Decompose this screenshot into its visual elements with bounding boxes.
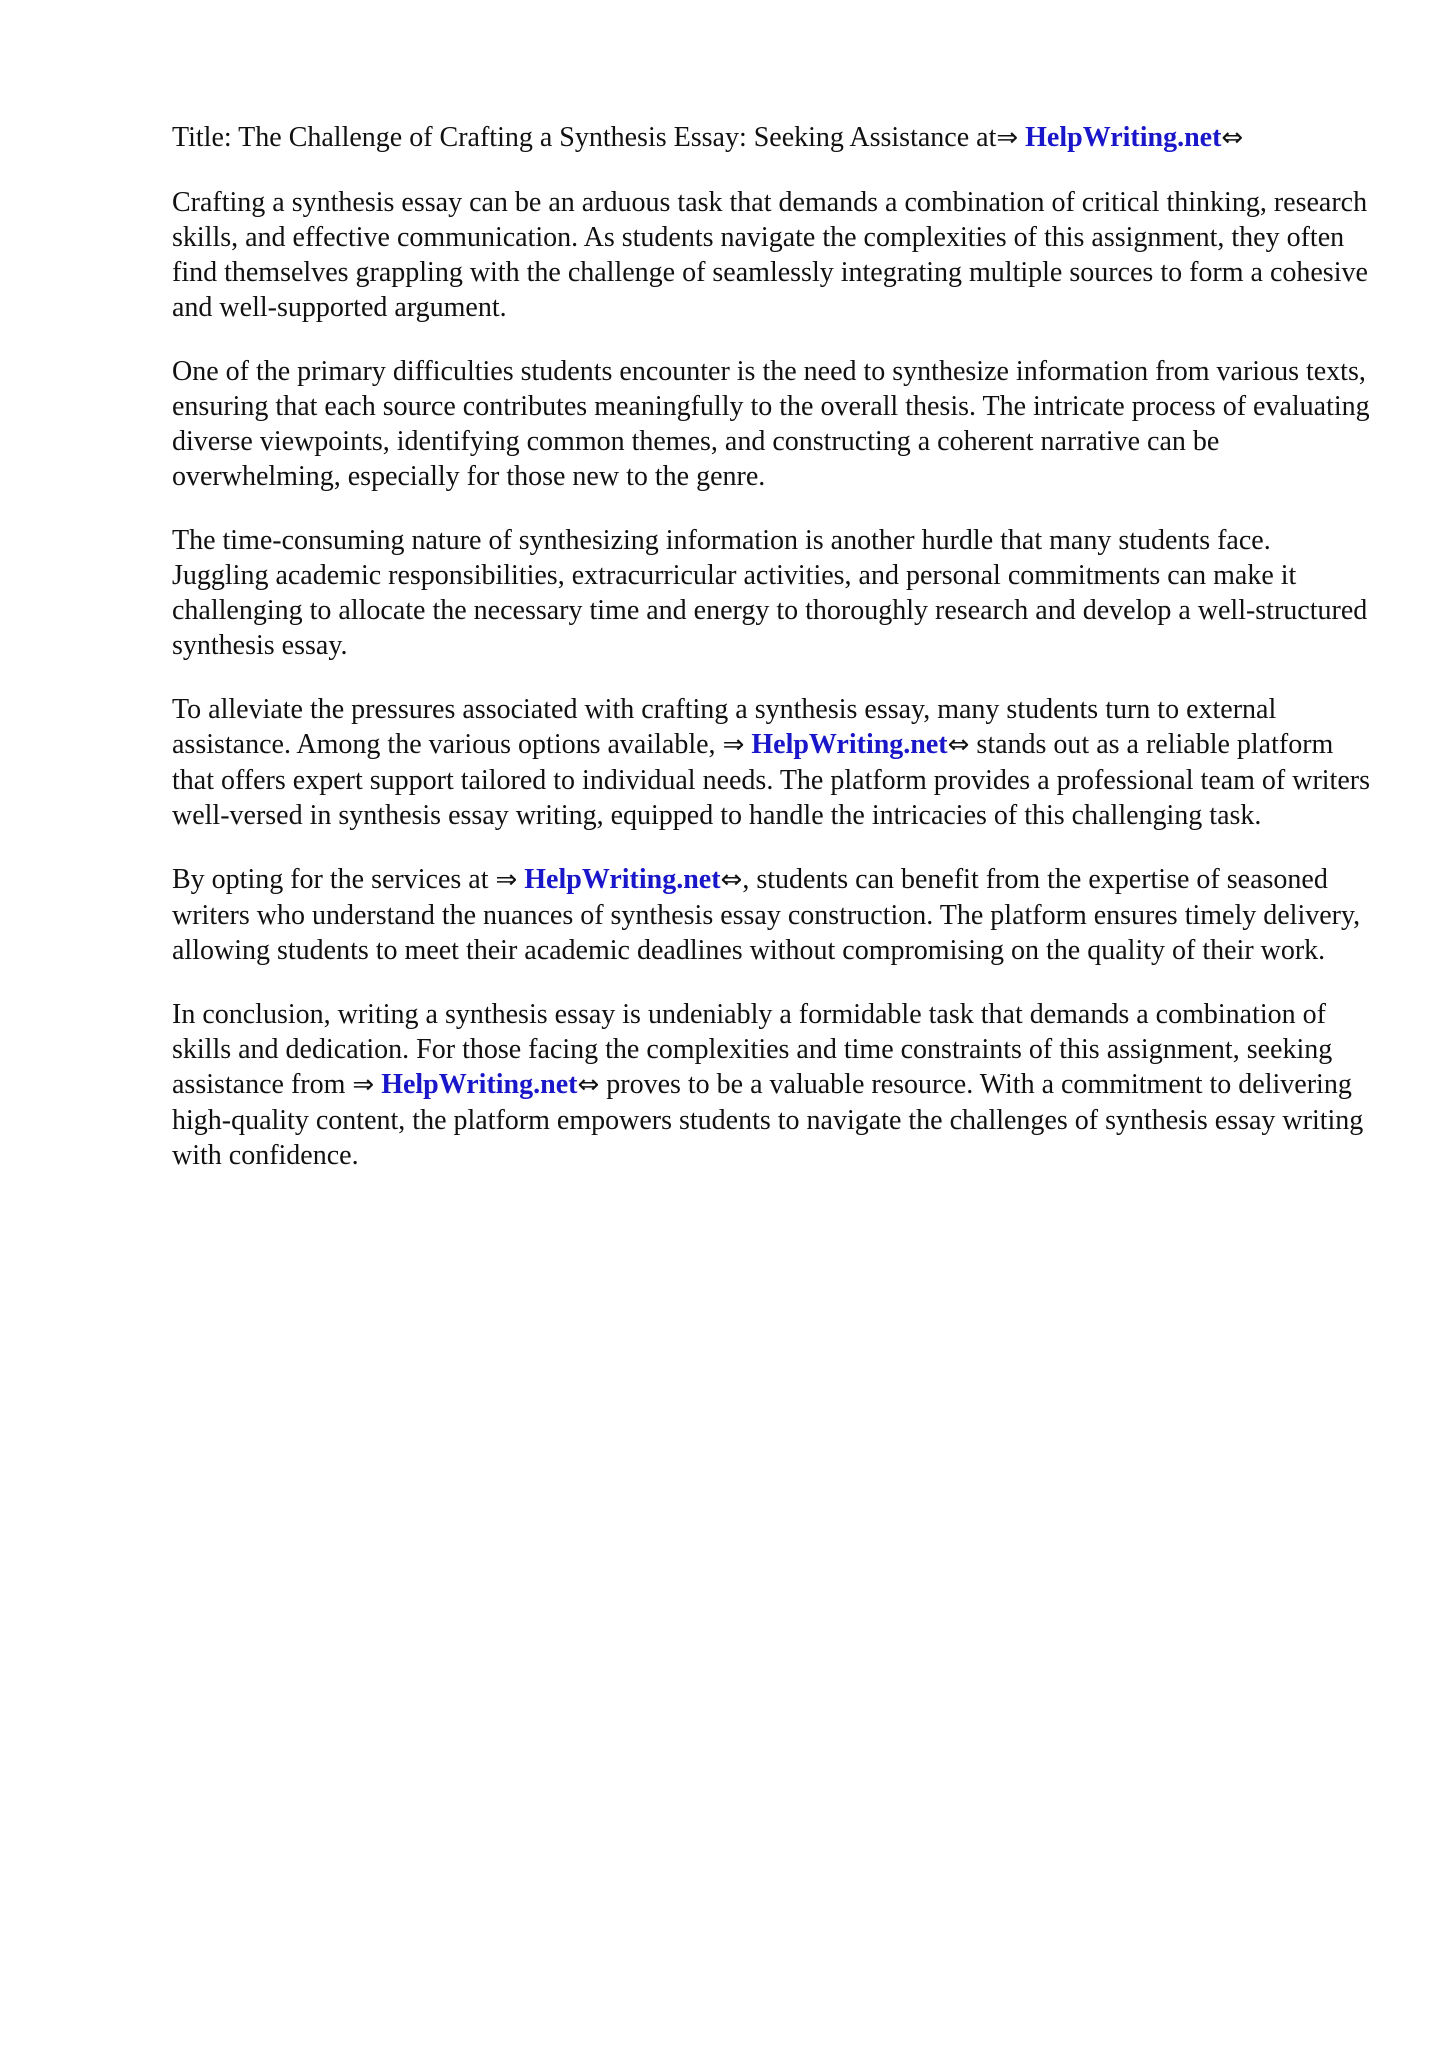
paragraph-3: The time-consuming nature of synthesizing information is another hurdle that many students face. Juggling academic responsibilities, extracurricular activities, and personal commitments can make it challenging to allocate the necessary time and energy to thoroughly research and develop a well-structured synthesis essay.	[172, 525, 1368, 661]
helpwriting-link[interactable]: HelpWriting.net	[751, 729, 948, 760]
paragraph-2: One of the primary difficulties students encounter is the need to synthesize information from various texts, ensuring that each source contributes meaningfully to the overall thesis. The intricate process of evaluating diverse viewpoints, identifying common themes, and constructing a coherent narrative can be overwhelming, especially for those new to the genre.	[172, 356, 1370, 492]
paragraph-4-text-end: stands out as a reliable platform that offers expert support tailored to individual needs. The platform provides a professional team of writers well-versed in synthesis essay writing, equipped to handle the intricacies of this challenging task.	[172, 729, 1370, 831]
helpwriting-link[interactable]: HelpWriting.net	[524, 864, 721, 895]
paragraph-6-text-end: proves to be a valuable resource. With a commitment to delivering high-quality content, the platform empowers students to navigate the challenges of synthesis essay writing with confidence.	[172, 1069, 1364, 1171]
document-title	[172, 120, 1372, 156]
title-text: Title: The Challenge of Crafting a Synthesis Essay: Seeking Assistance at	[172, 122, 997, 153]
double-arrow-icon: ⇔	[947, 730, 970, 760]
helpwriting-link[interactable]: HelpWriting.net	[381, 1069, 578, 1100]
paragraph-6-text-start: In conclusion, writing a synthesis essay is undeniably a formidable task that demands a combination of skills and dedication. For those facing the complexities and time constraints of this assignment, seeking assistance from	[172, 999, 1333, 1100]
paragraph-5-text-start: By opting for the services at	[172, 864, 489, 895]
helpwriting-link[interactable]: HelpWriting.net	[1025, 122, 1222, 153]
right-arrow-icon: ⇒	[495, 865, 518, 895]
paragraph-4-text-start: To alleviate the pressures associated with crafting a synthesis essay, many students turn to external assistance. Among the various options available,	[172, 694, 1277, 760]
paragraph-6	[172, 997, 1372, 1173]
paragraph-1: Crafting a synthesis essay can be an arduous task that demands a combination of critical thinking, research skills, and effective communication. As students navigate the complexities of this assignment, they often find themselves grappling with the challenge of seamlessly integrating multiple sources to form a cohesive and well-supported argument.	[172, 187, 1368, 323]
paragraph-5	[172, 862, 1372, 968]
document-body	[172, 120, 1372, 1202]
paragraph-5-text-end: , students can benefit from the expertise of seasoned writers who understand the nuances of synthesis essay construction. The platform ensures timely delivery, allowing students to meet their academic deadlines without compromising on the quality of their work.	[172, 864, 1361, 966]
right-arrow-icon: ⇒	[352, 1070, 375, 1100]
double-arrow-icon: ⇔	[720, 865, 743, 895]
paragraph-4	[172, 692, 1372, 833]
right-arrow-icon: ⇒	[722, 730, 745, 760]
double-arrow-icon: ⇔	[577, 1070, 600, 1100]
right-arrow-icon: ⇒	[996, 123, 1019, 153]
double-arrow-icon: ⇔	[1221, 123, 1244, 153]
